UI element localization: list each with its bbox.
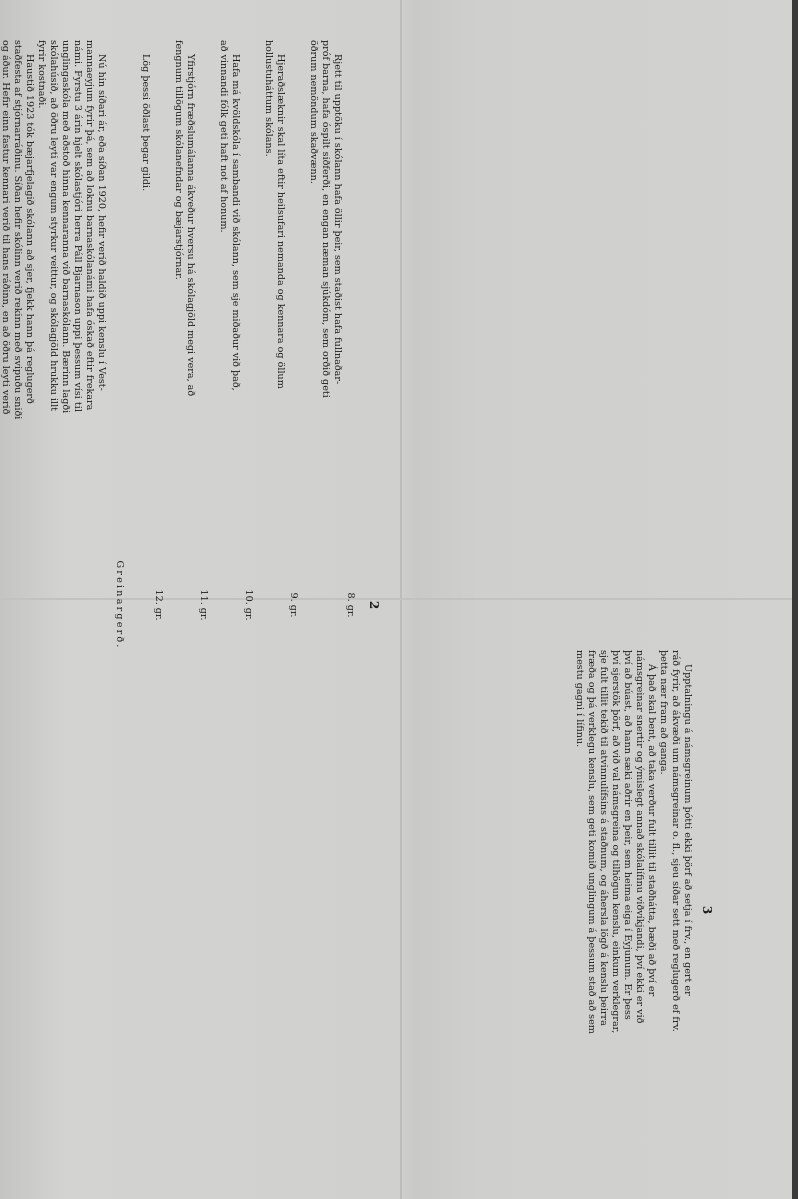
section-heading: 10. gr. — [243, 589, 254, 621]
page3-line: ráð fyrir, að ákvæði um námsgreinar o. fl., sjeu síðar sett með reglugerð ef frv. — [670, 650, 681, 1032]
page3-line: sje fult tillit tekið til atvinnulífsins á staðnum, og áhersla lögð á kenslu þeirra — [598, 650, 609, 1026]
greinargerd-line: staðfesta af stjórnarráðinu. Síðan hefir skólinn verið rekinn með svipuðu sniði — [12, 40, 23, 420]
section-heading: 12. gr. — [153, 589, 164, 621]
scan-edge — [792, 0, 798, 1199]
greinargerd-line: Nú hin síðari ár, eða síðan 1920, hefir verið haldið uppi kenslu í Vest- — [96, 54, 107, 391]
page3-line: námsgreinar snertir og ýmislegt annað skólalífinu viðvíkjandi, því ekki er við — [634, 650, 645, 1024]
greinargerd-line: mannaeyjum fyrir þá, sem að loknu barnaskólanámi hafa óskað eftir frekara — [84, 40, 95, 411]
greinargerd-heading: Greinargerð. — [114, 560, 125, 650]
page3-line: mestu gagni í lífinu. — [574, 650, 585, 748]
greinargerd-line: fyrir kostnaði. — [36, 40, 47, 109]
page-2 — [0, 40, 390, 1170]
section-line: að vinnandi fólk geti haft not af honum. — [218, 40, 229, 233]
page3-line: Á það skal bent, að taka verður fult tillit til staðhátta, bæði að því er — [646, 664, 657, 997]
page3-line: þetta nær fram að ganga. — [658, 650, 669, 775]
greinargerd-line: námi. Fyrstu 3 árin hjelt skólastjóri herra Páll Bjarnason uppi þessum vísi til — [72, 40, 83, 412]
page3-line: Upptalningu á námsgreinum þótti ekki þörf að setja í frv., en gert er — [682, 664, 693, 996]
greinargerd-line: Haustið 1923 tók bæjarfjelagið skólann að sjer, fjekk hann þá reglugerð — [24, 54, 35, 404]
page-number: 3 — [700, 905, 714, 915]
section-heading: 11. gr. — [198, 589, 209, 621]
page3-line: því sjerstök þörf, að við val námsgreina og tilhögun kenslu, einkum verklegrar, — [610, 650, 621, 1034]
greinargerd-line: og áður. Hefir einn fastur kennari verið til hans ráðinn, en að öðru leyti verið — [0, 40, 11, 415]
page3-line: fræða og þá verklegu kenslu, sem geti komið unglingum á þessum stað að sem — [586, 650, 597, 1034]
section-line: Hjeraðslæknir skal líta eftir heilsufari nemanda og kennara og öllum — [275, 54, 286, 389]
section-line: hollustuháttum skólans. — [263, 40, 274, 157]
section-line: Rjett til upptöku í skólann hafa öllir þeir, sem staðist hafa fullnaðar- — [332, 54, 343, 385]
section-line: Yfirstjórn fræðslumálanna ákveður hversu há skólagjöld megi vera, að — [185, 54, 196, 397]
section-heading: 9. gr. — [288, 592, 299, 618]
section-line: fengnum tillögum skólanefndar og bæjarstjórnar. — [173, 40, 184, 280]
section-line: próf barna, hafa óspilt siðferði, en engan næman sjúkdóm, sem orðið geti — [320, 40, 331, 398]
section-line: öðrum nemöndum skaðvænn. — [308, 40, 319, 184]
page-3 — [555, 650, 715, 1170]
page-number: 2 — [367, 600, 381, 610]
greinargerd-line: unglingaskóla með aðstoð hinna kennaranna við barnaskólann. Bærinn lagði — [60, 40, 71, 414]
page3-line: því að búast, að hann sæki aðrir en þeir, sem heima eiga í Eyjunum. Er þess — [622, 650, 633, 1020]
section-line: Hafa má kvöldskóla í sambandi við skólann, sem sje miðaður við það, — [230, 54, 241, 391]
greinargerd-line: skólahúsið, að öðru leyti var engum styrkur veittur, og skólagjöld hrukku illt — [48, 40, 59, 412]
section-heading: 8. gr. — [345, 592, 356, 618]
section-line: Lög þessi öðlast þegar gildi. — [140, 54, 151, 192]
